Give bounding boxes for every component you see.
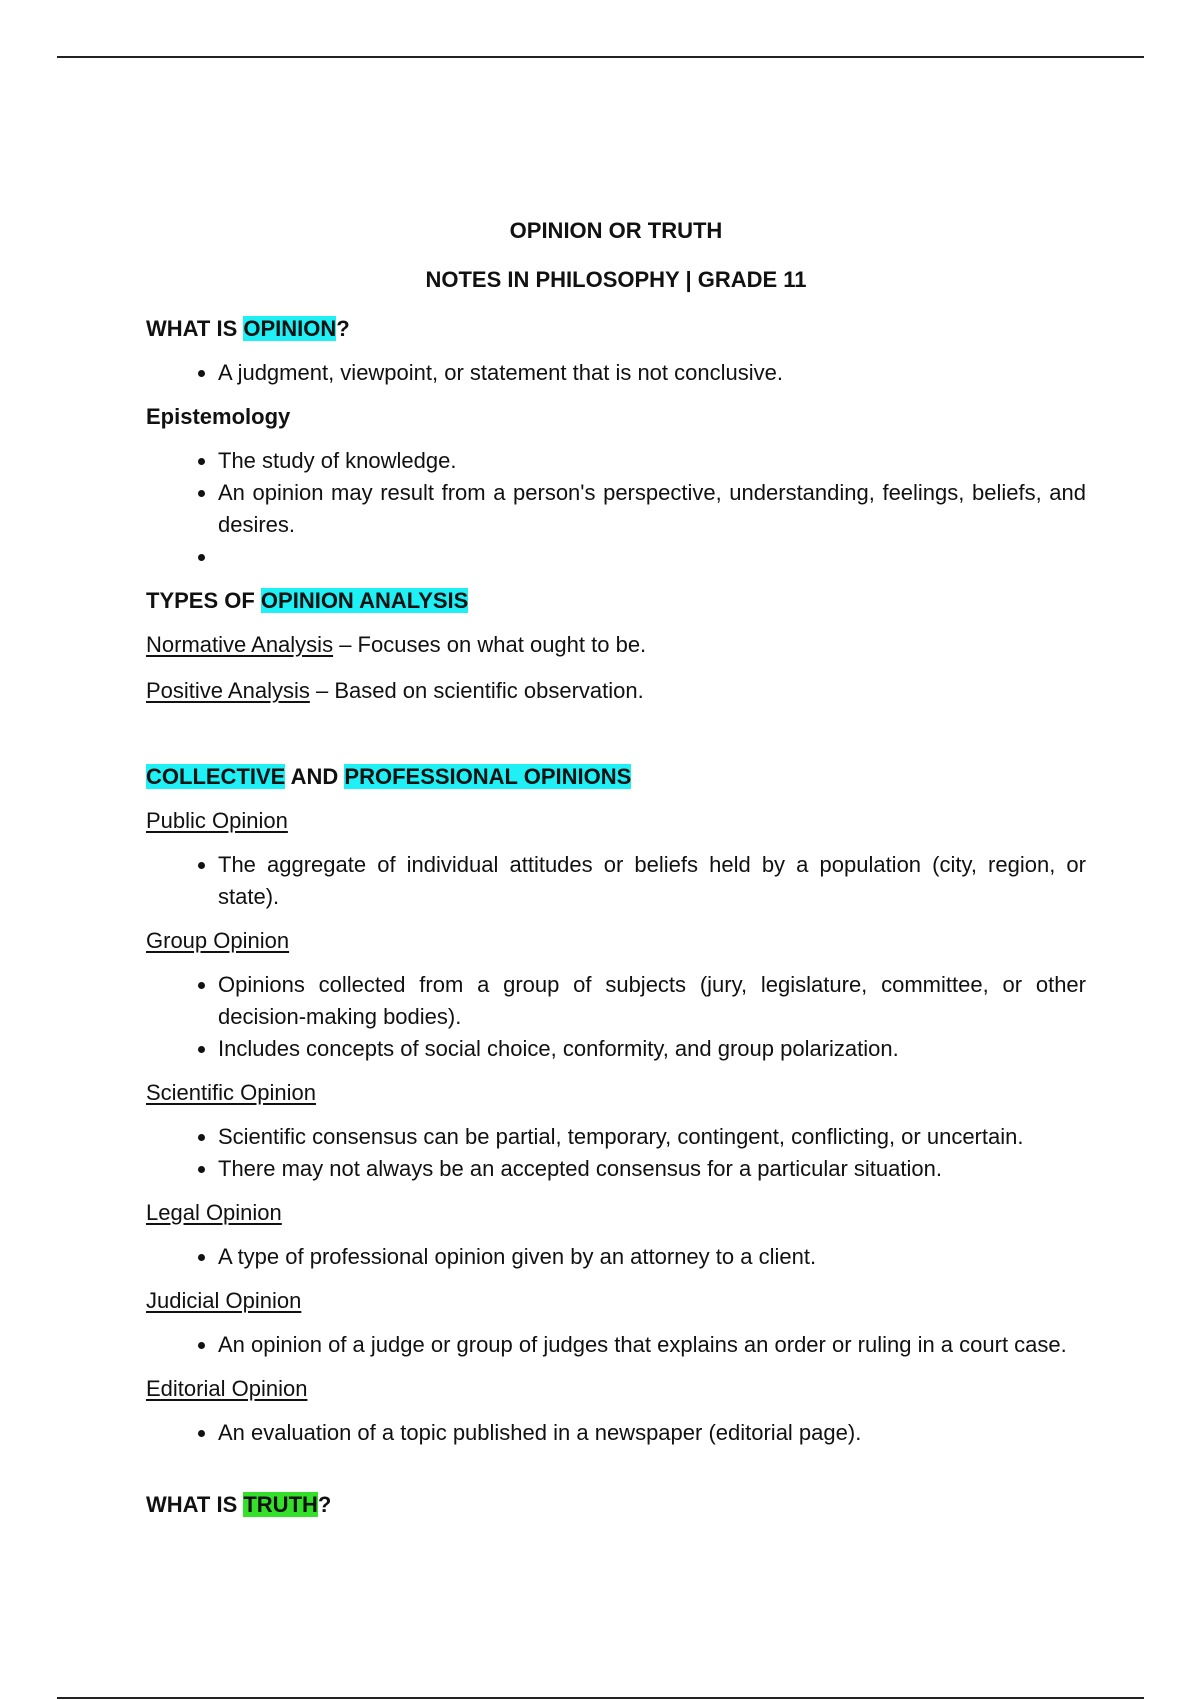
definition-positive-analysis: [146, 675, 1086, 707]
list-item: • An opinion of a judge or group of judges that explains an order or ruling in a court case.: [218, 1329, 1086, 1361]
list-item: • Opinions collected from a group of subjects (jury, legislature, committee, or other decision-making bodies).: [218, 969, 1086, 1033]
top-rule: [57, 56, 1144, 58]
heading-types-of-opinion-analysis: [146, 585, 1086, 617]
heading-collective-and-professional-opinions: [146, 761, 1086, 793]
heading-epistemology: Epistemology: [146, 404, 291, 429]
subheading-group-opinion: Group Opinion: [146, 928, 290, 953]
epistemology-bullet-list: [146, 445, 1086, 573]
heading-what-is-truth: [146, 1489, 1086, 1521]
heading-prefix: WHAT IS: [146, 316, 244, 341]
scientific-opinion-bullet-list: [146, 1121, 1086, 1185]
judicial-opinion-bullet-list: [146, 1329, 1086, 1361]
highlighted-term: PROFESSIONAL OPINIONS: [344, 764, 632, 789]
highlighted-term: TRUTH: [243, 1492, 318, 1517]
definition-normative-analysis: [146, 629, 1086, 661]
spacer: [146, 721, 1086, 761]
legal-opinion-bullet-list: [146, 1241, 1086, 1273]
document-page: [146, 215, 1086, 1533]
subheading-public-opinion: Public Opinion: [146, 808, 288, 833]
definition: – Focuses on what ought to be.: [333, 632, 647, 657]
bottom-rule: [57, 1697, 1144, 1699]
document-subtitle: NOTES IN PHILOSOPHY | GRADE 11: [425, 267, 807, 292]
highlighted-term: COLLECTIVE: [146, 764, 286, 789]
list-item: • A judgment, viewpoint, or statement that is not conclusive.: [218, 357, 1086, 389]
term: Normative Analysis: [146, 632, 334, 657]
list-item: • An opinion may result from a person's perspective, understanding, feelings, beliefs, and desires.: [218, 477, 1086, 541]
list-item: • Scientific consensus can be partial, temporary, contingent, conflicting, or uncertain.: [218, 1121, 1086, 1153]
heading-prefix: WHAT IS: [146, 1492, 244, 1517]
heading-prefix: TYPES OF: [146, 588, 261, 613]
list-item: • A type of professional opinion given by an attorney to a client.: [218, 1241, 1086, 1273]
term: Positive Analysis: [146, 678, 310, 703]
subheading-editorial-opinion: Editorial Opinion: [146, 1376, 308, 1401]
heading-what-is-opinion: [146, 313, 1086, 345]
document-title: OPINION OR TRUTH: [509, 218, 723, 243]
empty-list-item: [218, 541, 1086, 573]
list-item: • The aggregate of individual attitudes or beliefs held by a population (city, region, or state).: [218, 849, 1086, 913]
heading-suffix: ?: [336, 316, 350, 341]
list-item: • Includes concepts of social choice, conformity, and group polarization.: [218, 1033, 1086, 1065]
subheading-judicial-opinion: Judicial Opinion: [146, 1288, 302, 1313]
subheading-scientific-opinion: Scientific Opinion: [146, 1080, 316, 1105]
heading-suffix: ?: [317, 1492, 332, 1517]
group-opinion-bullet-list: [146, 969, 1086, 1065]
list-item: • The study of knowledge.: [218, 445, 1086, 477]
subheading-legal-opinion: Legal Opinion: [146, 1200, 282, 1225]
opinion-bullet-list: [146, 357, 1086, 389]
spacer: [146, 1461, 1086, 1489]
list-item: • There may not always be an accepted consensus for a particular situation.: [218, 1153, 1086, 1185]
highlighted-term: OPINION: [243, 316, 337, 341]
heading-connector: AND: [285, 764, 345, 789]
highlighted-term: OPINION ANALYSIS: [260, 588, 469, 613]
definition: – Based on scientific observation.: [309, 678, 644, 703]
list-item: • An evaluation of a topic published in a newspaper (editorial page).: [218, 1417, 1086, 1449]
public-opinion-bullet-list: [146, 849, 1086, 913]
editorial-opinion-bullet-list: [146, 1417, 1086, 1449]
